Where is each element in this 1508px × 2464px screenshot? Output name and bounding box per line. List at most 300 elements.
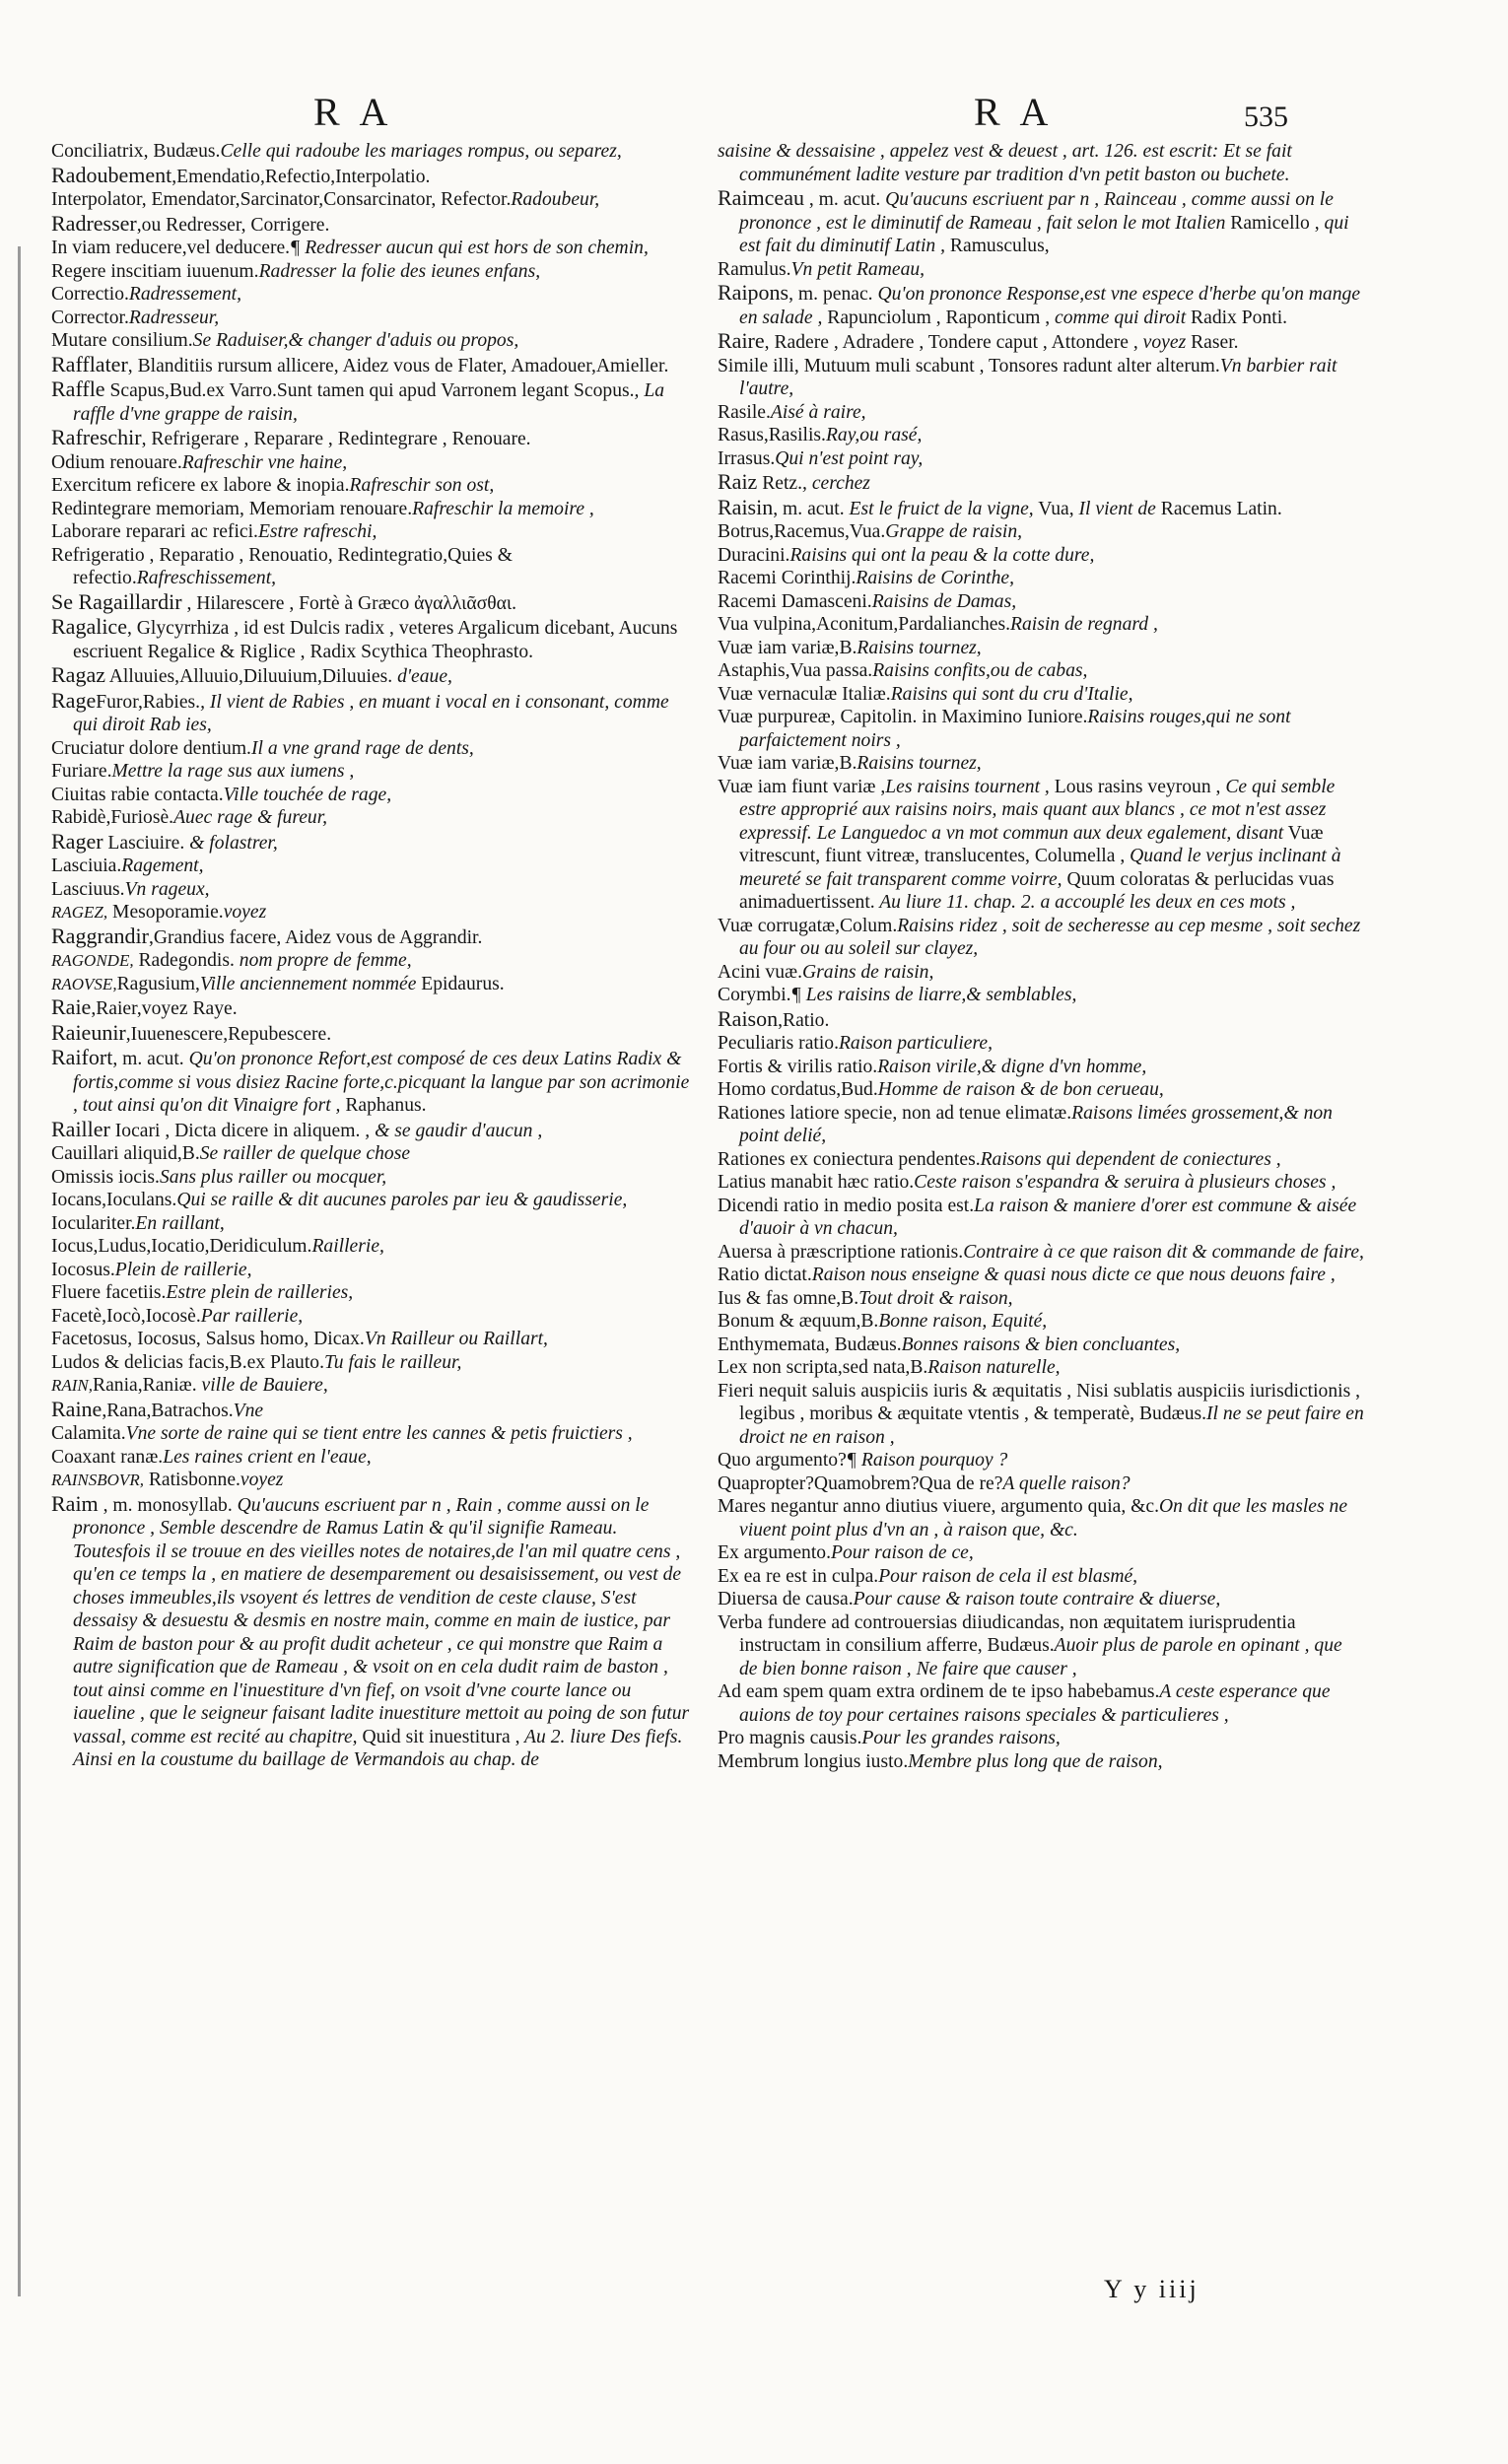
entry-latin-text: Omissis iocis. bbox=[51, 1166, 160, 1188]
entry-latin-text: Cruciatur dolore dentium. bbox=[51, 737, 251, 759]
entry-latin-text: ,Emendatio,Refectio,Interpolatio. bbox=[171, 166, 431, 187]
entry-latin-text: Ciuitas rabie contacta. bbox=[51, 784, 224, 805]
entry-french-text: Vne sorte de raine qui se tient entre les cannes & petis fruictiers , bbox=[125, 1423, 633, 1444]
dictionary-entry bbox=[51, 212, 698, 238]
entry-french-text: Au 2. liure Des fiefs. Ainsi en la coustume du baillage de Vermandois au chap. de bbox=[73, 1726, 683, 1770]
entry-french-text: Il a vne grand rage de dents, bbox=[250, 737, 474, 759]
entry-french-text: qui est fait du diminutif Latin , bbox=[739, 212, 1349, 256]
dictionary-entry bbox=[718, 258, 1364, 282]
dictionary-entry bbox=[51, 1021, 698, 1047]
entry-headword: Raie bbox=[51, 994, 92, 1019]
entry-french-text: , cerchez bbox=[802, 473, 870, 494]
entry-french-text: voyez bbox=[1137, 332, 1187, 353]
entry-french-text: Contraire à ce que raison dit & commande de faire, bbox=[963, 1241, 1364, 1263]
entry-latin-text: Redintegrare memoriam, Memoriam renouare. bbox=[51, 498, 413, 519]
running-head-right: R A bbox=[974, 90, 1055, 134]
entry-french-text: A quelle raison? bbox=[1002, 1472, 1131, 1494]
entry-french-text: Radresseur, bbox=[128, 307, 220, 328]
dictionary-entry bbox=[51, 1492, 698, 1772]
entry-latin-text: Rationes ex coniectura pendentes. bbox=[718, 1148, 981, 1170]
dictionary-entry bbox=[51, 806, 698, 830]
entry-latin-text: Lex non scripta,sed nata,B. bbox=[718, 1357, 928, 1378]
entry-latin-text: Ad eam spem quam extra ordinem de te ipso habebamus. bbox=[718, 1681, 1160, 1702]
entry-crossref: RAINSBOVR, bbox=[51, 1471, 144, 1489]
entry-latin-text: Rasile. bbox=[718, 401, 771, 423]
dictionary-entry bbox=[718, 1334, 1364, 1357]
entry-latin-text: , m. penac. bbox=[788, 284, 873, 305]
entry-headword: Raire bbox=[718, 328, 765, 353]
entry-latin-text: , m. monosyllab. bbox=[98, 1494, 233, 1516]
entry-headword: Raieunir bbox=[51, 1019, 126, 1045]
entry-latin-text: Scapus,Bud.ex Varro.Sunt tamen qui apud Varronem legant Scopus. bbox=[104, 380, 635, 401]
entry-headword: Raffle bbox=[51, 376, 105, 401]
dictionary-entry bbox=[51, 1259, 698, 1282]
dictionary-entry bbox=[51, 1142, 698, 1166]
dictionary-entry bbox=[718, 1611, 1364, 1681]
entry-headword: Radresser bbox=[51, 210, 137, 236]
entry-latin-text: Regere inscitiam iuuenum. bbox=[51, 260, 259, 282]
entry-latin-text: Latius manabit hæc ratio. bbox=[718, 1172, 915, 1193]
entry-french-text: Radressement, bbox=[128, 284, 241, 305]
entry-latin-text: Radegondis. bbox=[133, 950, 235, 971]
entry-french-text: Les raisins tournent , bbox=[885, 776, 1050, 797]
dictionary-entry bbox=[51, 520, 698, 544]
entry-latin-text: Raphanus. bbox=[340, 1095, 427, 1116]
dictionary-entry bbox=[718, 1310, 1364, 1334]
dictionary-entry bbox=[51, 498, 698, 521]
entry-latin-text: Cauillari aliquid,B. bbox=[51, 1143, 200, 1164]
entry-french-text: Il ne se peut faire en droict ne en raison , bbox=[739, 1403, 1364, 1448]
entry-french-text: A ceste esperance que auions de toy pour certaines raisons speciales & particulieres , bbox=[739, 1681, 1331, 1726]
entry-french-text: Raison nous enseigne & quasi nous dicte ce que nous deuons faire , bbox=[811, 1265, 1336, 1285]
entry-latin-text: Membrum longius iusto. bbox=[718, 1750, 909, 1772]
entry-french-text: ¶ Raison pourquoy ? bbox=[846, 1450, 1008, 1471]
dictionary-entry bbox=[51, 1281, 698, 1305]
entry-french-text: Ceste raison s'espandra & seruira à plusieurs choses , bbox=[914, 1172, 1337, 1193]
entry-latin-text: Ratisbonne. bbox=[143, 1470, 240, 1490]
entry-french-text: voyez bbox=[223, 902, 267, 923]
entry-french-text: Raisons qui dependent de coniectures , bbox=[980, 1148, 1281, 1170]
dictionary-entry bbox=[718, 1588, 1364, 1611]
entry-french-text: Ray,ou rasé, bbox=[825, 425, 923, 445]
entry-french-text: Qu'on prononce Response,est vne espece d'herbe qu'on mange en salade , bbox=[739, 284, 1361, 328]
dictionary-entry bbox=[51, 878, 698, 902]
entry-french-text: Raisins tournez, bbox=[857, 637, 982, 658]
entry-latin-text: Corymbi. bbox=[718, 985, 791, 1005]
entry-latin-text: Retz. bbox=[757, 473, 803, 494]
dictionary-entry bbox=[718, 447, 1364, 471]
dictionary-entry bbox=[51, 1422, 698, 1446]
dictionary-entry bbox=[718, 613, 1364, 637]
entry-french-text: Radoubeur, bbox=[511, 189, 600, 210]
entry-latin-text: Quum coloratas & perlucidas vuas animaduertissent. bbox=[739, 868, 1335, 913]
entry-latin-text: Ius & fas omne,B. bbox=[718, 1287, 859, 1309]
entry-latin-text: Quo argumento? bbox=[718, 1450, 847, 1471]
entry-latin-text: Irrasus. bbox=[718, 447, 776, 469]
entry-french-text: Il vient de bbox=[1073, 498, 1156, 519]
dictionary-entry bbox=[51, 1398, 698, 1423]
entry-french-text: Raisins de Damas, bbox=[871, 590, 1017, 612]
entry-headword: Raggrandir bbox=[51, 923, 149, 948]
dictionary-entry bbox=[718, 1750, 1364, 1774]
entry-french-text: Ville touchée de rage, bbox=[223, 784, 392, 805]
entry-french-text: Qui n'est point ray, bbox=[775, 447, 924, 469]
entry-french-text: , La raffle d'vne grappe de raisin, bbox=[73, 380, 665, 425]
entry-headword: Rager bbox=[51, 828, 103, 854]
dictionary-entry bbox=[51, 353, 698, 378]
entry-latin-text: Rapunciolum , Raponticum , bbox=[822, 307, 1051, 328]
entry-latin-text: Ludos & delicias facis,B.ex Plauto. bbox=[51, 1351, 324, 1373]
dictionary-entry bbox=[51, 260, 698, 284]
entry-french-text: d'eaue, bbox=[392, 666, 452, 687]
entry-latin-text: Vuæ vernaculæ Italiæ. bbox=[718, 683, 891, 705]
entry-french-text: Auec rage & fureur, bbox=[173, 807, 328, 828]
entry-french-text: Estre plein de railleries, bbox=[166, 1282, 354, 1303]
dictionary-entry bbox=[51, 1351, 698, 1375]
entry-latin-text: , m. acut. bbox=[112, 1049, 184, 1069]
entry-latin-text: Astaphis,Vua passa. bbox=[718, 660, 873, 681]
dictionary-entry bbox=[51, 615, 698, 663]
dictionary-entry bbox=[51, 140, 698, 164]
entry-french-text: Rafreschir vne haine, bbox=[181, 451, 348, 473]
entry-french-text: Mettre la rage sus aux iumens , bbox=[111, 761, 355, 782]
dictionary-entry bbox=[51, 377, 698, 426]
column-left bbox=[51, 140, 698, 1772]
dictionary-entry bbox=[718, 544, 1364, 568]
dictionary-entry bbox=[718, 1680, 1364, 1727]
entry-french-text: Bonnes raisons & bien concluantes, bbox=[901, 1334, 1181, 1355]
entry-latin-text: Raser. bbox=[1186, 332, 1239, 353]
entry-latin-text: Homo cordatus,Bud. bbox=[718, 1079, 878, 1100]
entry-french-text: En raillant, bbox=[135, 1212, 225, 1234]
entry-french-text: Vn Railleur ou Raillart, bbox=[364, 1329, 548, 1349]
entry-headword: Raimceau bbox=[718, 185, 804, 210]
dictionary-entry bbox=[51, 737, 698, 761]
dictionary-entry bbox=[718, 1078, 1364, 1102]
entry-headword: Rafflater bbox=[51, 351, 128, 376]
dictionary-entry bbox=[718, 683, 1364, 707]
dictionary-entry bbox=[51, 283, 698, 307]
entry-latin-text: Odium renouare. bbox=[51, 451, 182, 473]
dictionary-entry bbox=[718, 1727, 1364, 1750]
dictionary-entry bbox=[718, 1102, 1364, 1148]
entry-french-text: Tout droit & raison, bbox=[858, 1287, 1013, 1309]
dictionary-entry bbox=[51, 1189, 698, 1212]
entry-latin-text: Facetè,Iocò,Iocosè. bbox=[51, 1305, 201, 1327]
entry-french-text: Rafreschissement, bbox=[136, 568, 277, 588]
dictionary-entry bbox=[51, 830, 698, 856]
dictionary-entry bbox=[51, 1166, 698, 1190]
entry-latin-text: Iocus,Ludus,Iocatio,Deridiculum. bbox=[51, 1236, 312, 1257]
dictionary-entry bbox=[718, 984, 1364, 1007]
entry-latin-text: , m. acut. bbox=[773, 498, 845, 519]
entry-french-text: Raison naturelle, bbox=[927, 1357, 1061, 1378]
entry-latin-text: , m. acut. bbox=[803, 189, 881, 210]
entry-french-text: Sans plus railler ou mocquer, bbox=[159, 1166, 387, 1188]
entry-french-text: Pour cause & raison toute contraire & diuerse, bbox=[853, 1589, 1221, 1609]
dictionary-entry bbox=[51, 237, 698, 260]
dictionary-entry bbox=[51, 924, 698, 950]
entry-latin-text: Lous rasins veyroun , bbox=[1049, 776, 1221, 797]
dictionary-entry bbox=[51, 426, 698, 451]
entry-latin-text: Ioculariter. bbox=[51, 1212, 136, 1234]
entry-french-text: Ragement, bbox=[121, 856, 204, 876]
dictionary-entry bbox=[718, 1056, 1364, 1079]
dictionary-entry bbox=[718, 961, 1364, 985]
entry-latin-text: Vuæ corrugatæ,Colum. bbox=[718, 915, 898, 936]
dictionary-entry bbox=[718, 1565, 1364, 1589]
entry-french-text: Raisins de Corinthe, bbox=[856, 568, 1014, 588]
entry-french-text: ville de Bauiere, bbox=[196, 1375, 328, 1396]
dictionary-entry bbox=[718, 1541, 1364, 1565]
entry-headword: Raisin bbox=[718, 494, 774, 519]
entry-french-text: Grappe de raisin, bbox=[885, 521, 1023, 542]
entry-latin-text: Mares negantur anno diutius viuere, argumento quia, &c. bbox=[718, 1496, 1159, 1517]
entry-latin-text: Racemus Latin. bbox=[1155, 498, 1282, 519]
entry-latin-text: Ramicello , bbox=[1225, 212, 1320, 234]
entry-french-text: Membre plus long que de raison, bbox=[908, 1750, 1163, 1772]
entry-french-text: Ce qui semble estre approprié aux raisins noirs, mais quant aux blancs , ce mot n'est assez expressif. Le Languedoc a vn mot commun aux deux egalement, disant bbox=[739, 776, 1336, 844]
entry-latin-text: Fieri nequit saluis auspiciis iuris & æquitatis , Nisi sublatis auspiciis iurisdictionis , legibus , moribus & æquitate vtentis , & temperatè, Budæus. bbox=[718, 1380, 1361, 1424]
entry-headword: Railler bbox=[51, 1116, 110, 1141]
entry-headword: Raiz bbox=[718, 469, 758, 494]
entry-latin-text: ,ou Redresser, Corrigere. bbox=[136, 214, 330, 236]
entry-latin-text: Verba fundere ad controuersias diiudicandas, non æquitatem iurisprudentia instructam in consilium afferre, Budæus. bbox=[718, 1611, 1296, 1656]
entry-latin-text: Bonum & æquum,B. bbox=[718, 1311, 879, 1332]
entry-latin-text: Refrigeratio , Reparatio , Renouatio, Redintegratio,Quies & refectio. bbox=[51, 544, 513, 588]
dictionary-entry bbox=[718, 1264, 1364, 1287]
entry-latin-text: Iocosus. bbox=[51, 1259, 115, 1280]
dictionary-entry bbox=[718, 424, 1364, 447]
entry-latin-text: ,Ratio. bbox=[778, 1009, 830, 1031]
dictionary-entry bbox=[51, 901, 698, 924]
dictionary-entry bbox=[718, 1380, 1364, 1450]
dictionary-entry bbox=[718, 659, 1364, 683]
entry-french-text: Raisins qui ont la peau & la cotte dure, bbox=[789, 544, 1095, 566]
entry-headword: Radoubement bbox=[51, 162, 172, 187]
dictionary-entry bbox=[51, 1046, 698, 1118]
binding-margin bbox=[18, 246, 21, 2296]
entry-french-text: Raison particuliere, bbox=[838, 1033, 993, 1054]
entry-french-text: Radresser la folie des ieunes enfans, bbox=[258, 260, 541, 282]
entry-french-text: Raison virile,& digne d'vn homme, bbox=[877, 1056, 1147, 1077]
dictionary-entry bbox=[51, 1374, 698, 1398]
entry-latin-text: Acini vuæ. bbox=[718, 961, 802, 983]
dictionary-entry bbox=[51, 1328, 698, 1351]
entry-latin-text: Simile illi, Mutuum muli scabunt , Tonsores radunt alter alterum. bbox=[718, 355, 1220, 376]
entry-french-text: Tu fais le railleur, bbox=[323, 1351, 462, 1373]
dictionary-entry bbox=[718, 1032, 1364, 1056]
entry-latin-text: Mutare consilium. bbox=[51, 330, 193, 351]
entry-latin-text: , Glycyrrhiza , id est Dulcis radix , veteres Argalicum dicebant, Aucuns escriuent Regalice & Riglice , Radix Scythica Theophrasto. bbox=[73, 618, 678, 662]
entry-latin-text: Iocari , Dicta dicere in aliquem. bbox=[109, 1120, 361, 1141]
entry-latin-text: , Radere , Adradere , Tondere caput , Attondere , bbox=[764, 332, 1138, 353]
entry-headword: Raine bbox=[51, 1396, 103, 1421]
entry-french-text: Estre rafreschi, bbox=[257, 521, 377, 542]
dictionary-entry bbox=[718, 1171, 1364, 1195]
entry-latin-text: Ramusculus, bbox=[945, 236, 1050, 256]
dictionary-entry bbox=[51, 973, 698, 996]
entry-latin-text: Quapropter?Quamobrem?Qua de re? bbox=[718, 1472, 1003, 1494]
entry-latin-text: Corrector. bbox=[51, 307, 129, 328]
entry-french-text: On dit que les masles ne viuent point plus d'vn an , à raison que, &c. bbox=[739, 1496, 1348, 1540]
entry-latin-text: Iocans,Ioculans. bbox=[51, 1190, 177, 1210]
entry-headword: Ragaz bbox=[51, 662, 105, 687]
entry-crossref: RAGEZ, bbox=[51, 903, 108, 922]
entry-latin-text: Radix Ponti. bbox=[1186, 307, 1288, 328]
entry-french-text: Vne bbox=[233, 1400, 264, 1421]
entry-latin-text: Epidaurus. bbox=[416, 973, 505, 994]
entry-french-text: Raisins rouges,qui ne sont parfaictement noirs , bbox=[739, 707, 1291, 751]
entry-french-text: Raisin de regnard , bbox=[1010, 614, 1158, 635]
entry-french-text: Est le fruict de la vigne, bbox=[844, 498, 1034, 519]
dictionary-entry bbox=[51, 995, 698, 1021]
entry-french-text: ¶ Les raisins de liarre,& semblables, bbox=[790, 985, 1077, 1005]
entry-latin-text: Racemi Damasceni. bbox=[718, 590, 872, 612]
dictionary-entry bbox=[718, 470, 1364, 496]
entry-french-text: Rafreschir son ost, bbox=[349, 475, 495, 496]
entry-latin-text: Facetosus, Iocosus, Salsus homo, Dicax. bbox=[51, 1329, 365, 1349]
entry-latin-text: , Refrigerare , Reparare , Redintegrare , Renouare. bbox=[141, 429, 531, 449]
dictionary-entry bbox=[718, 637, 1364, 660]
entry-latin-text: Vuæ iam variæ,B. bbox=[718, 753, 857, 774]
entry-french-text: Pour raison de ce, bbox=[831, 1542, 974, 1563]
dictionary-entry bbox=[718, 706, 1364, 752]
dictionary-entry bbox=[51, 1305, 698, 1329]
dictionary-entry bbox=[51, 1118, 698, 1143]
entry-latin-text: Vua vulpina,Aconitum,Pardalianches. bbox=[718, 614, 1011, 635]
entry-latin-text: Ex ea re est in culpa. bbox=[718, 1565, 879, 1587]
entry-french-text: Aisé à raire, bbox=[770, 401, 866, 423]
entry-headword: Rage bbox=[51, 687, 97, 713]
entry-french-text: Raillerie, bbox=[311, 1236, 384, 1257]
dictionary-entry bbox=[718, 1241, 1364, 1265]
entry-french-text: , Il vient de Rabies , en muant i vocal en i consonant, comme qui diroit Rab ies, bbox=[73, 691, 669, 735]
entry-latin-text: ,Raier,voyez Raye. bbox=[91, 998, 238, 1019]
entry-latin-text: Coaxant ranæ. bbox=[51, 1446, 164, 1468]
dictionary-entry bbox=[718, 355, 1364, 401]
dictionary-entry bbox=[718, 1148, 1364, 1172]
entry-french-text: Ville anciennement nommée bbox=[199, 973, 417, 994]
entry-latin-text: Calamita. bbox=[51, 1423, 126, 1444]
entry-latin-text: Alluuies,Alluuio,Diluuium,Diluuies. bbox=[104, 666, 393, 687]
dictionary-entry bbox=[51, 949, 698, 973]
entry-french-text: Plein de raillerie, bbox=[114, 1259, 252, 1280]
dictionary-entry bbox=[51, 188, 698, 212]
entry-latin-text: Ex argumento. bbox=[718, 1542, 831, 1563]
entry-latin-text: Quid sit inuestitura , bbox=[357, 1726, 520, 1747]
entry-headword: Raison bbox=[718, 1005, 779, 1031]
entry-latin-text: Rasus,Rasilis. bbox=[718, 425, 826, 445]
entry-latin-text: , Blanditiis rursum allicere, Aidez vous de Flater, Amadouer,Amieller. bbox=[127, 355, 669, 376]
entry-headword: Se Ragaillardir bbox=[51, 588, 182, 614]
entry-latin-text: Correctio. bbox=[51, 284, 129, 305]
running-head-left: R A bbox=[313, 90, 394, 134]
entry-latin-text: In viam reducere,vel deducere. bbox=[51, 238, 291, 258]
dictionary-entry bbox=[51, 544, 698, 590]
entry-latin-text: , Hilarescere , Fortè à Græco ἀγαλλιᾶσθαι. bbox=[181, 592, 517, 614]
entry-french-text: Qu'aucuns escriuent par n , Rainceau , comme aussi on le prononce , est le diminutif de Rameau , fait selon le mot Italien bbox=[739, 189, 1334, 234]
entry-latin-text: Vuæ iam variæ,B. bbox=[718, 637, 857, 658]
entry-french-text: Raisins confits,ou de cabas, bbox=[872, 660, 1088, 681]
entry-latin-text: Fortis & virilis ratio. bbox=[718, 1056, 878, 1077]
dictionary-entry bbox=[718, 1356, 1364, 1380]
dictionary-entry bbox=[51, 1235, 698, 1259]
entry-latin-text: Lasciuire. bbox=[103, 832, 185, 854]
entry-latin-text: Ratio dictat. bbox=[718, 1265, 812, 1285]
entry-french-text: Par raillerie, bbox=[200, 1305, 304, 1327]
dictionary-entry bbox=[718, 776, 1364, 915]
dictionary-entry bbox=[51, 451, 698, 475]
dictionary-entry bbox=[718, 401, 1364, 425]
entry-french-text: Qu'aucuns escriuent par n , Rain , comme aussi on le prononce , Semble descendre de Ramus Latin & qu'il signifie Rameau. Toutesfois il se trouue en des vieilles notes de notaires,de l'an mil quatre cens , qu'en ce temps la , en matiere de desemparement ou desaisissement, ou vest de choses immeubles,ils vsoyent és lettres de vendition de ceste clause, S'est dessaisy & desuestu & desmis en nostre main, comme en main de iustice, par Raim de baston pour & au profit dudit acheteur , ce qui monstre que Raim a autre signification que de Rameau , & vsoit on en cela dudit raim de baston , tout ainsi comme en l'inuestiture d'vn fief, on vsoit d'vne courte lance ou iaueline , que le seigneur faisant ladite inuestiture mettoit au poing de son futur vassal, comme est recité au chapitre, bbox=[73, 1494, 690, 1747]
entry-headword: Rafreschir bbox=[51, 425, 142, 449]
entry-latin-text: Ragusium, bbox=[116, 973, 200, 994]
entry-latin-text: Conciliatrix, Budæus. bbox=[51, 141, 221, 162]
entry-latin-text: Vuæ purpureæ, Capitolin. in Maximino Iuniore. bbox=[718, 707, 1088, 727]
entry-headword: Raipons bbox=[718, 280, 789, 305]
entry-french-text: Au liure 11. chap. 2. a accouplé les deux en ces mots , bbox=[874, 892, 1296, 913]
dictionary-entry bbox=[718, 281, 1364, 329]
entry-french-text: ¶ Redresser aucun qui est hors de son chemin, bbox=[290, 238, 649, 258]
entry-latin-text: Rabidè,Furiosè. bbox=[51, 807, 174, 828]
entry-french-text: comme qui diroit bbox=[1050, 307, 1187, 328]
dictionary-entry bbox=[51, 1469, 698, 1492]
entry-french-text: Vn petit Rameau, bbox=[790, 258, 925, 280]
entry-french-text: & folastrer, bbox=[184, 832, 278, 854]
dictionary-entry bbox=[51, 855, 698, 878]
entry-french-text: Raisons limées grossement,& non point delié, bbox=[739, 1102, 1333, 1146]
entry-latin-text: Vuæ iam fiunt variæ , bbox=[718, 776, 886, 797]
entry-french-text: Pour raison de cela il est blasmé, bbox=[878, 1565, 1138, 1587]
entry-latin-text: Exercitum reficere ex labore & inopia. bbox=[51, 475, 350, 496]
entry-headword: Raifort bbox=[51, 1045, 113, 1069]
entry-french-text: Se railler de quelque chose bbox=[199, 1143, 411, 1164]
entry-french-text: Se Raduiser,& changer d'aduis ou propos, bbox=[192, 330, 519, 351]
entry-latin-text: Interpolator, Emendator,Sarcinator,Consarcinator, Refector. bbox=[51, 189, 512, 210]
entry-french-text: nom propre de femme, bbox=[234, 950, 412, 971]
entry-headword: Ragalice bbox=[51, 614, 127, 639]
entry-latin-text: Pro magnis causis. bbox=[718, 1728, 862, 1748]
entry-french-text: Qu'on prononce Refort,est composé de ces deux Latins Radix & fortis,comme si vous disiez Racine forte,c.picquant la langue par son acrimonie , tout ainsi qu'on dit Vinaigre fort , bbox=[73, 1049, 690, 1116]
dictionary-entry bbox=[718, 1472, 1364, 1496]
entry-headword: Raim bbox=[51, 1490, 99, 1516]
dictionary-entry bbox=[51, 760, 698, 784]
dictionary-entry bbox=[718, 1449, 1364, 1472]
dictionary-entry bbox=[51, 689, 698, 737]
dictionary-entry bbox=[718, 1287, 1364, 1311]
entry-french-text: Raisins ridez , soit de secheresse au cep mesme , soit sechez au four ou au soleil sur clayez, bbox=[739, 915, 1361, 959]
entry-latin-text: Vuæ vitrescunt, fiunt vitreæ, translucentes, Columella , bbox=[739, 822, 1324, 866]
entry-french-text: Raisins qui sont du cru d'Italie, bbox=[890, 683, 1133, 705]
dictionary-entry bbox=[718, 1007, 1364, 1033]
entry-french-text: Homme de raison & de bon cerueau, bbox=[877, 1079, 1164, 1100]
entry-crossref: RAGONDE, bbox=[51, 951, 134, 970]
entry-french-text: Pour les grandes raisons, bbox=[861, 1728, 1061, 1748]
entry-latin-text: ,Grandius facere, Aidez vous de Aggrandir. bbox=[148, 926, 483, 948]
dictionary-entry bbox=[51, 307, 698, 330]
entry-latin-text: Duracini. bbox=[718, 544, 790, 566]
dictionary-entry bbox=[718, 752, 1364, 776]
entry-crossref: RAOVSE, bbox=[51, 974, 117, 993]
dictionary-entry bbox=[51, 784, 698, 807]
entry-latin-text: ,Rana,Batrachos. bbox=[102, 1400, 234, 1421]
column-right bbox=[718, 140, 1364, 1773]
signature-mark: Y y iiij bbox=[1104, 2275, 1200, 2303]
dictionary-entry bbox=[718, 520, 1364, 544]
entry-french-text: Celle qui radoube les mariages rompus, ou separez, bbox=[220, 141, 622, 162]
entry-latin-text: Rationes latiore specie, non ad tenue elimatæ. bbox=[718, 1102, 1072, 1124]
